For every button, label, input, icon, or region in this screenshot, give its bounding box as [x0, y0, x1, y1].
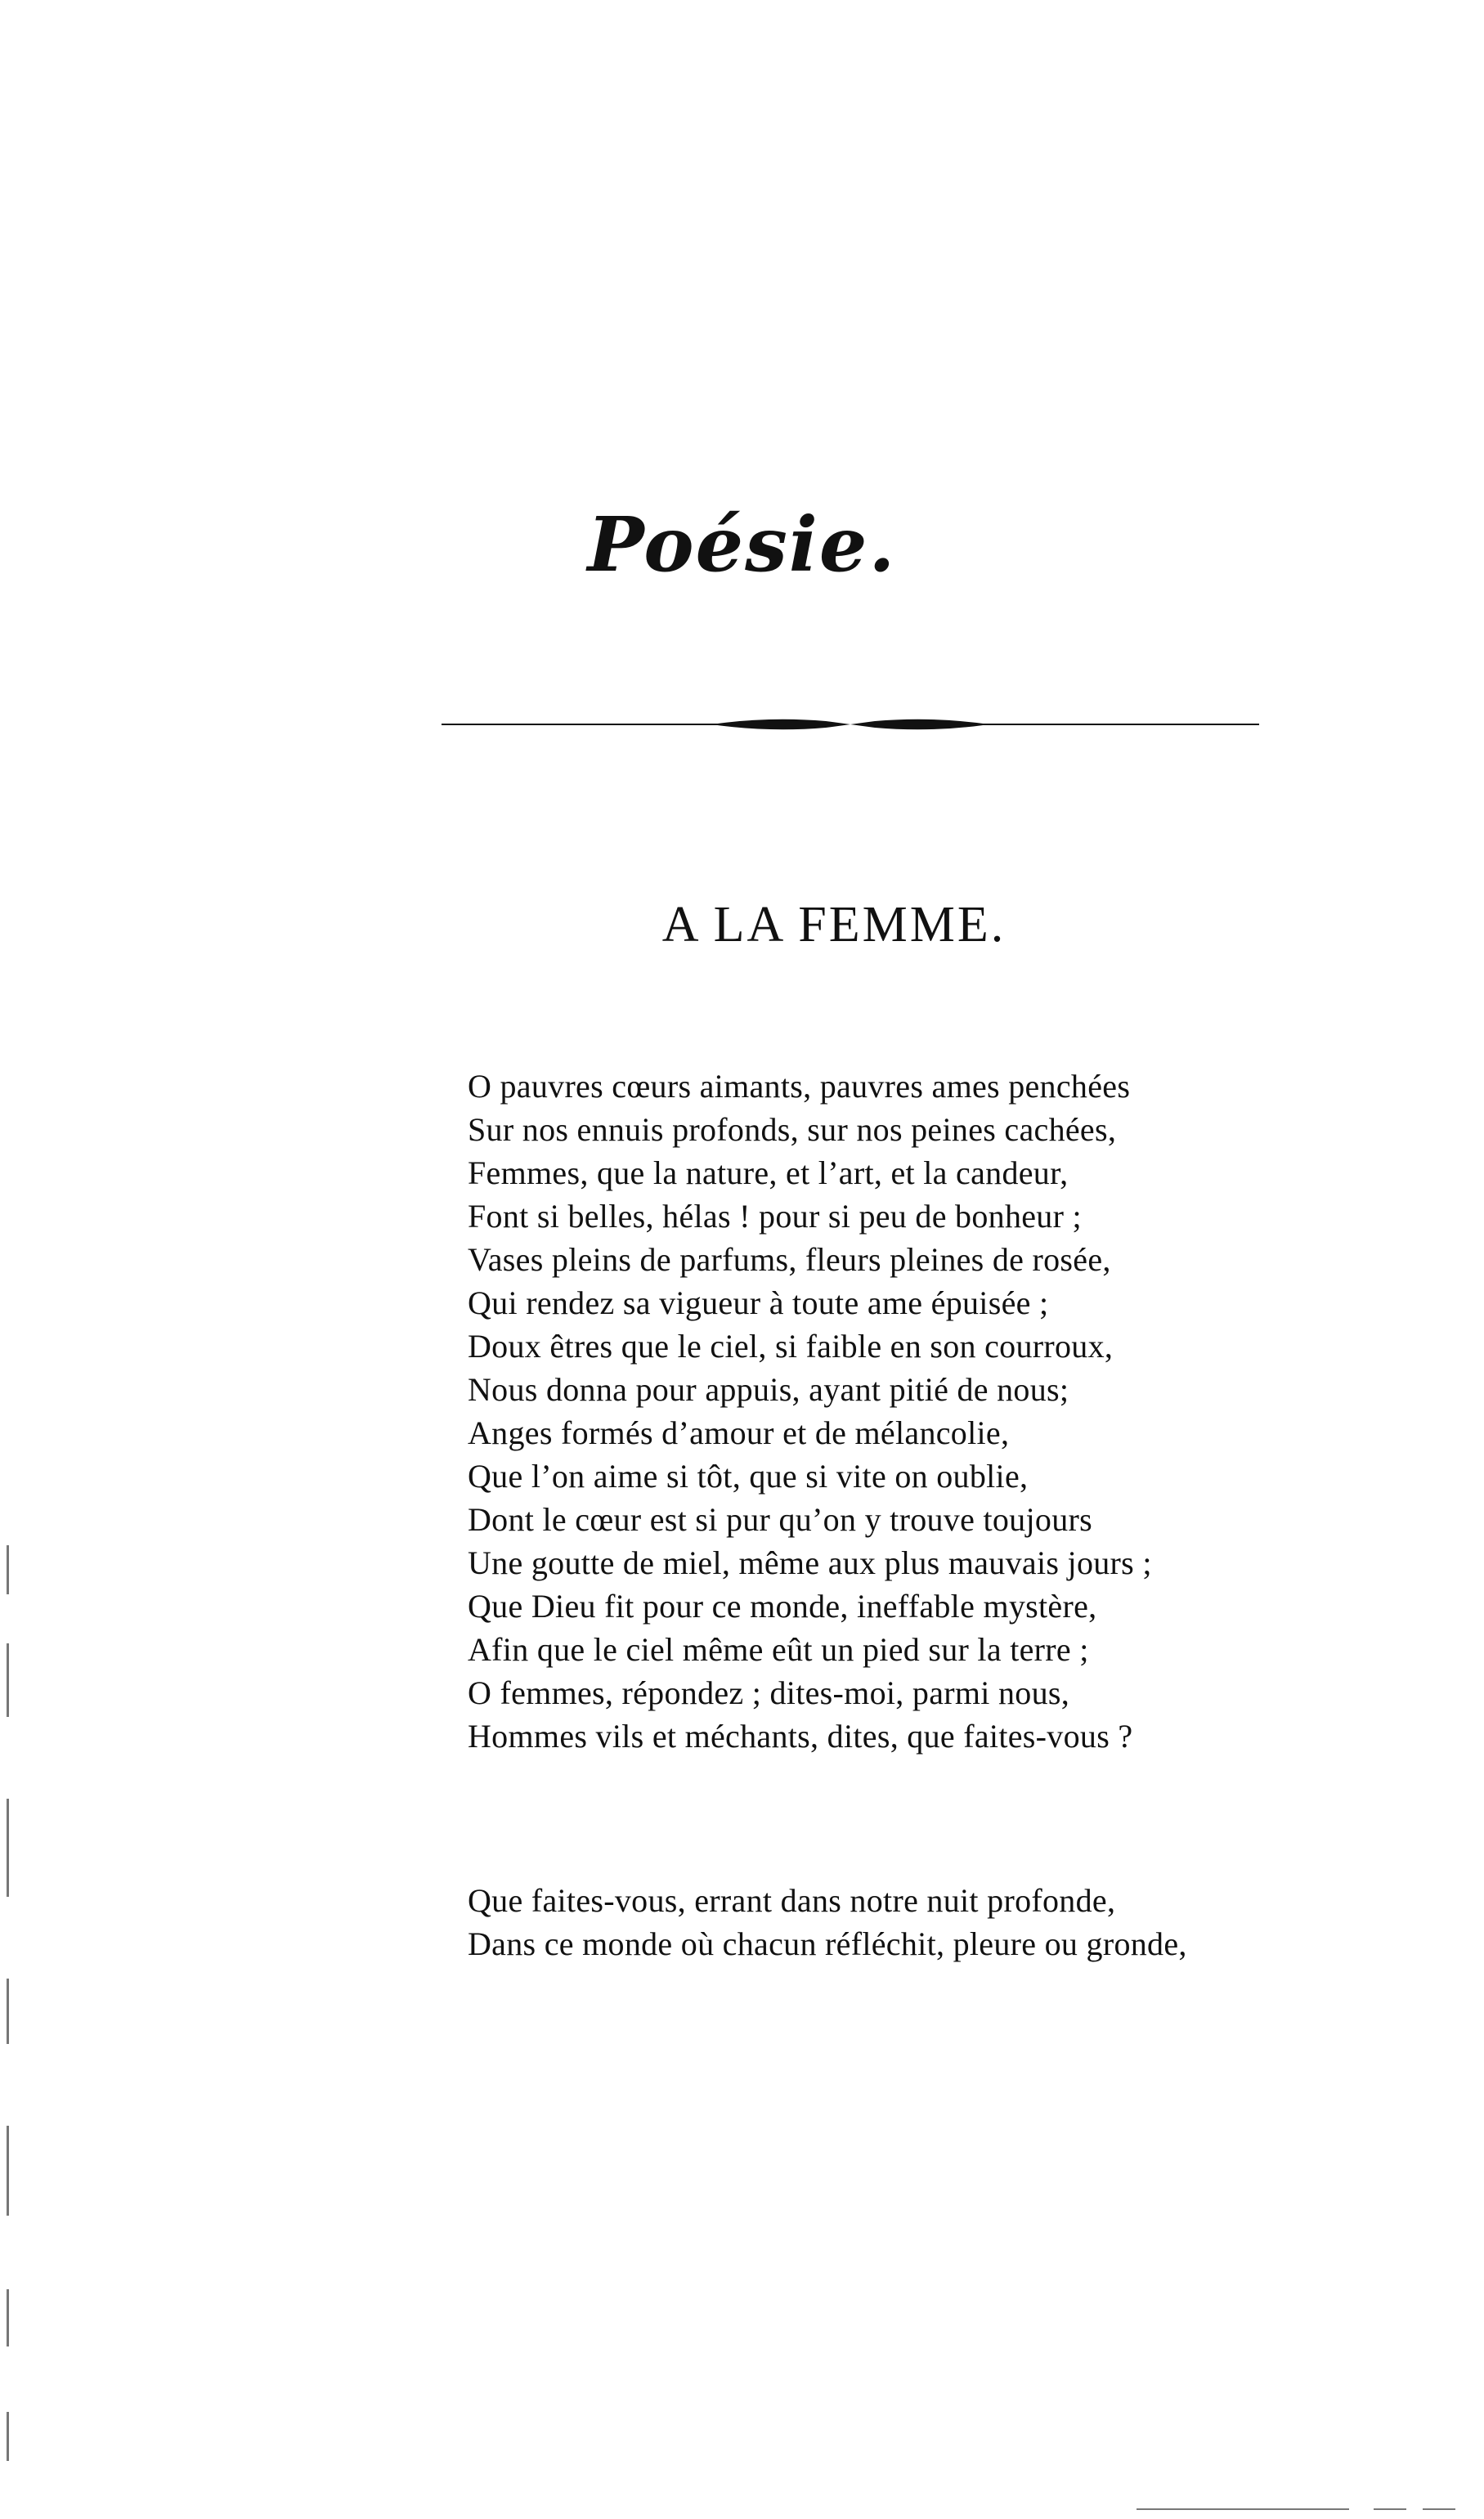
ornament-divider: [442, 710, 1259, 739]
verse-line: Une goutte de miel, même aux plus mauvais jours ;: [468, 1544, 1152, 1581]
scan-edge-mark: [7, 2126, 9, 2216]
scan-edge-mark: [7, 2289, 9, 2346]
verse-line: Dont le cœur est si pur qu’on y trouve toujours: [468, 1501, 1092, 1538]
verse-line: Anges formés d’amour et de mélancolie,: [468, 1414, 1010, 1451]
scan-edge-mark: [1423, 2508, 1455, 2510]
section-heading: Poésie.: [587, 500, 897, 589]
scan-edge-mark: [7, 1643, 9, 1717]
verse-line: Hommes vils et méchants, dites, que faites-vous ?: [468, 1718, 1133, 1755]
scan-edge-mark: [7, 1545, 9, 1594]
verse-line: Que faites-vous, errant dans notre nuit profonde,: [468, 1882, 1116, 1919]
scan-edge-mark: [7, 1799, 9, 1897]
scan-edge-mark: [1137, 2508, 1349, 2510]
stanza-2: [468, 1879, 1187, 1965]
verse-line: Font si belles, hélas ! pour si peu de bonheur ;: [468, 1198, 1082, 1235]
scan-edge-mark: [1374, 2508, 1406, 2510]
verse-line: Vases pleins de parfums, fleurs pleines de rosée,: [468, 1241, 1111, 1278]
verse-line: Sur nos ennuis profonds, sur nos peines cachées,: [468, 1111, 1117, 1148]
verse-line: Doux êtres que le ciel, si faible en son courroux,: [468, 1328, 1114, 1365]
poem-title: A LA FEMME.: [661, 897, 1007, 952]
verse-line: Femmes, que la nature, et l’art, et la candeur,: [468, 1154, 1069, 1191]
verse-line: Que l’on aime si tôt, que si vite on oublie,: [468, 1458, 1029, 1495]
verse-line: Dans ce monde où chacun réfléchit, pleure ou gronde,: [468, 1925, 1187, 1962]
stanza-1: [468, 1065, 1152, 1758]
verse-line: Que Dieu fit pour ce monde, ineffable mystère,: [468, 1588, 1097, 1625]
scan-edge-mark: [7, 2412, 9, 2461]
verse-line: O pauvres cœurs aimants, pauvres ames penchées: [468, 1068, 1131, 1105]
verse-line: O femmes, répondez ; dites-moi, parmi nous,: [468, 1674, 1070, 1711]
verse-line: Qui rendez sa vigueur à toute ame épuisée ;: [468, 1284, 1049, 1321]
scan-edge-mark: [7, 1979, 9, 2044]
verse-line: Nous donna pour appuis, ayant pitié de nous;: [468, 1371, 1069, 1408]
verse-line: Afin que le ciel même eût un pied sur la terre ;: [468, 1631, 1089, 1668]
